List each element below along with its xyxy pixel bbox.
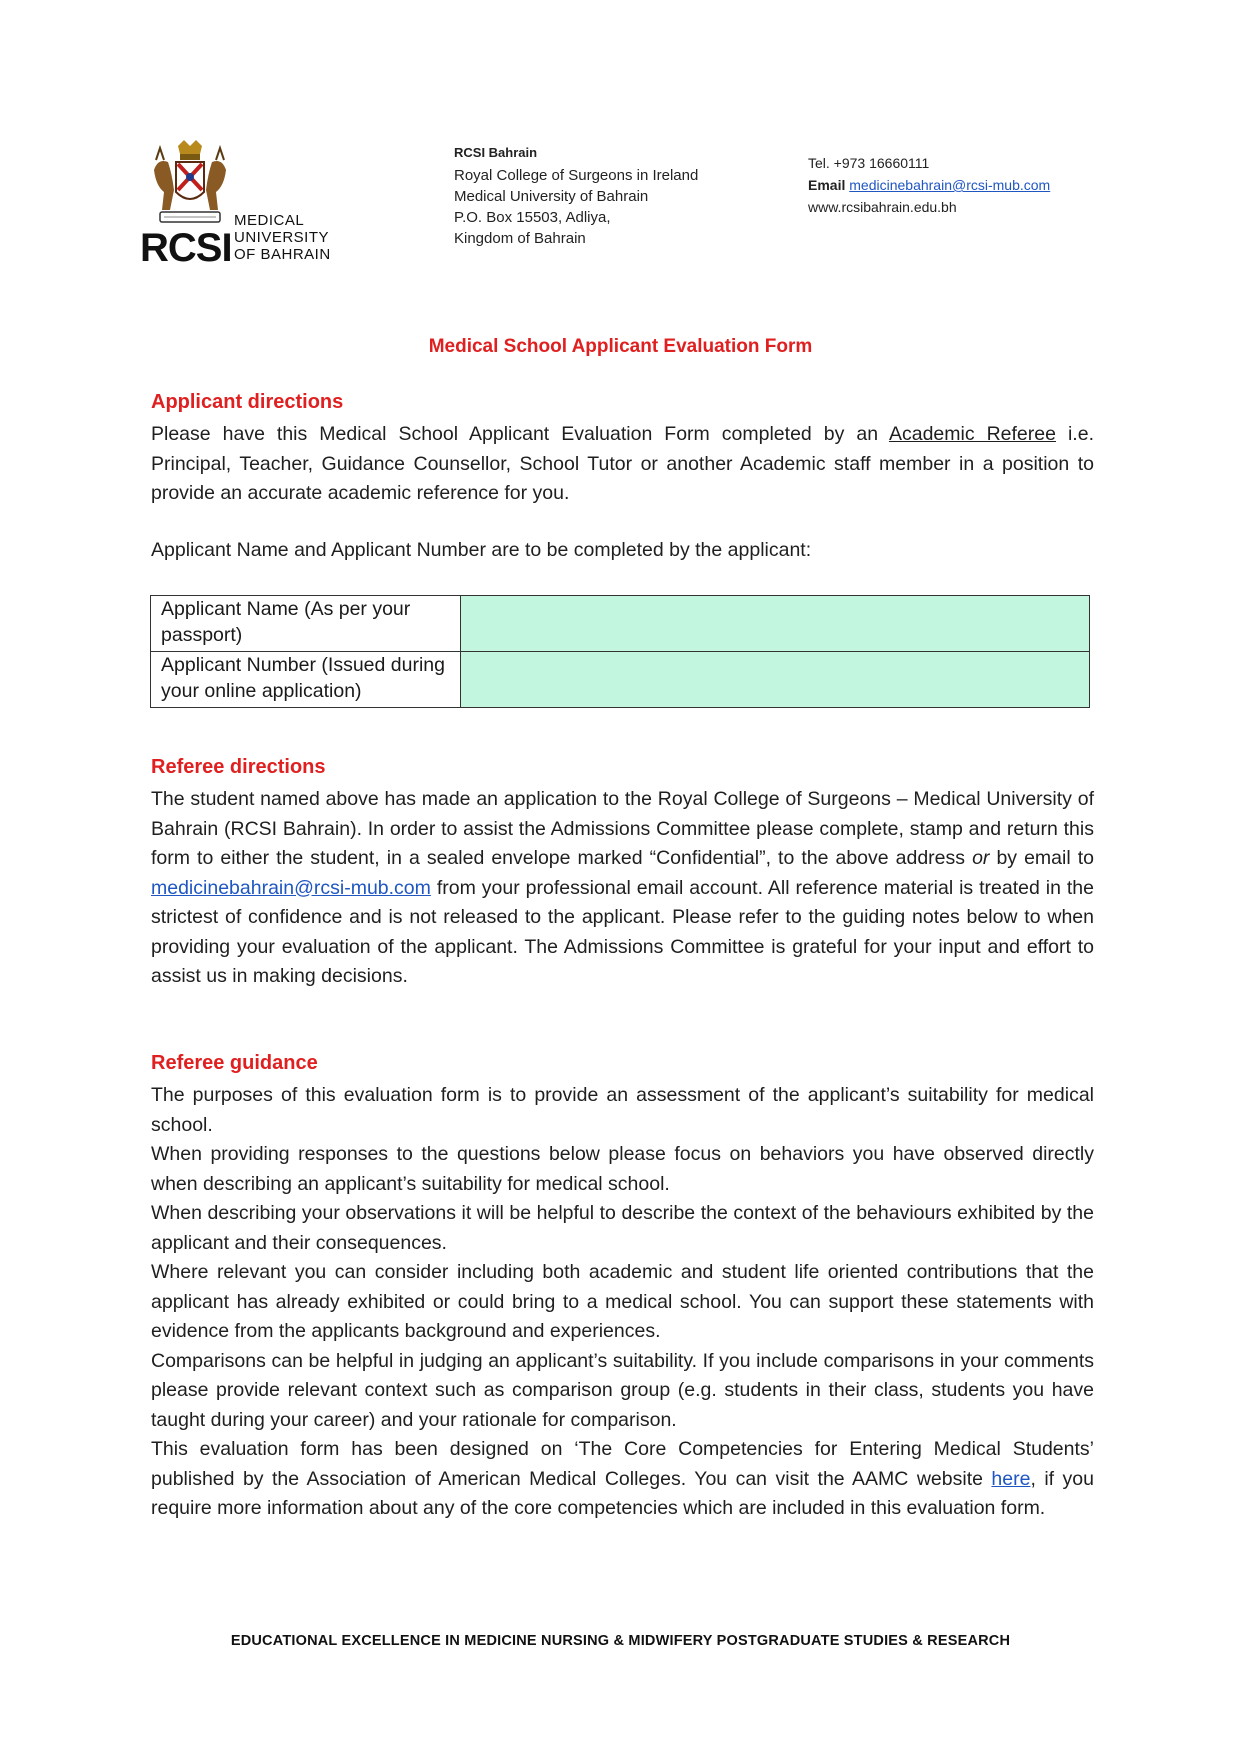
postal-address [454,142,698,249]
logo-wordmark: RCSI [140,226,232,270]
applicant-directions-heading: Applicant directions [151,391,344,413]
referee-guidance-heading: Referee guidance [151,1052,318,1074]
website: www.rcsibahrain.edu.bh [808,199,957,215]
applicant-name-field[interactable] [461,596,1090,652]
guidance-paragraph: Comparisons can be helpful in judging an applicant’s suitability. If you include comparisons in your comments please provide relevant context such as comparison group (e.g. students in their class, students you have taught during your career) and your rationale for comparison. [151,1349,1094,1431]
referee-guidance-text [151,1081,1094,1524]
header-email-link[interactable]: medicinebahrain@rcsi-mub.com [849,177,1051,193]
referee-directions-heading: Referee directions [151,756,326,778]
applicant-name-label: Applicant Name (As per your passport) [151,596,461,652]
aamc-website-link[interactable]: here [991,1467,1031,1490]
applicant-directions-text: Please have this Medical School Applicant Evaluation Form completed by an Academic Referee i.e. Principal, Teacher, Guidance Counsellor, School Tutor or another Academic staff member in a position to provide an accurate academic reference for you. [151,423,1094,504]
address-line: Medical University of Bahrain [454,188,649,205]
contact-block [808,152,1050,218]
page-footer: EDUCATIONAL EXCELLENCE IN MEDICINE NURSING & MIDWIFERY POSTGRADUATE STUDIES & RESEARCH [230,1633,1011,1649]
organization-name: RCSI Bahrain [454,145,538,160]
guidance-paragraph: This evaluation form has been designed on ‘The Core Competencies for Entering Medical Students’ published by the Association of American Medical Colleges. You can visit the AAMC website here, if you require more information about any of the core competencies which are included in this evaluation form. [151,1438,1094,1519]
referee-directions-text: The student named above has made an application to the Royal College of Surgeons – Medical University of Bahrain (RCSI Bahrain). In order to assist the Admissions Committee please complete, stamp and return this form to either the student, in a sealed envelope marked “Confidential”, to the above address or by email to medicinebahrain@rcsi-mub.com from your professional email account. All reference material is treated in the strictest of confidence and is not released to the applicant. Please refer to the guiding notes below to when providing your evaluation of the applicant. The Admissions Committee is grateful for your input and effort to assist us in making decisions. [151,788,1094,987]
guidance-paragraph: The purposes of this evaluation form is to provide an assessment of the applicant’s suitability for medical school. [151,1084,1094,1136]
guidance-paragraph: Where relevant you can consider including both academic and student life oriented contributions that the applicant has already exhibited or could bring to a medical school. You can support these statements with evidence from the applicants background and experiences. [151,1261,1094,1342]
address-line: Royal College of Surgeons in Ireland [454,167,699,184]
address-line: P.O. Box 15503, Adliya, [454,209,611,226]
email-line [808,174,1050,196]
applicant-number-field[interactable] [461,652,1090,708]
address-line: Kingdom of Bahrain [454,230,586,247]
applicant-details-table [150,595,1090,708]
guidance-paragraph: When providing responses to the questions below please focus on behaviors you have observed directly when describing an applicant’s suitability for medical school. [151,1143,1094,1195]
applicant-instruction: Applicant Name and Applicant Number are to be completed by the applicant: [151,539,812,561]
academic-referee-term: Academic Referee [888,423,1056,445]
applicant-number-label: Applicant Number (Issued during your online application) [151,652,461,708]
referee-email-link[interactable]: medicinebahrain@rcsi-mub.com [151,876,431,899]
rcsi-logo [140,140,340,270]
table-row [151,652,1090,708]
guidance-paragraph: When describing your observations it will be helpful to describe the context of the behaviours exhibited by the applicant and their consequences. [151,1202,1094,1254]
coat-of-arms-icon [148,140,232,232]
table-row [151,596,1090,652]
email-label: Email [808,177,846,193]
logo-subtitle: MEDICAL UNIVERSITY OF BAHRAIN [234,212,331,263]
form-title: Medical School Applicant Evaluation Form [428,336,813,357]
telephone: Tel. +973 16660111 [808,155,930,171]
